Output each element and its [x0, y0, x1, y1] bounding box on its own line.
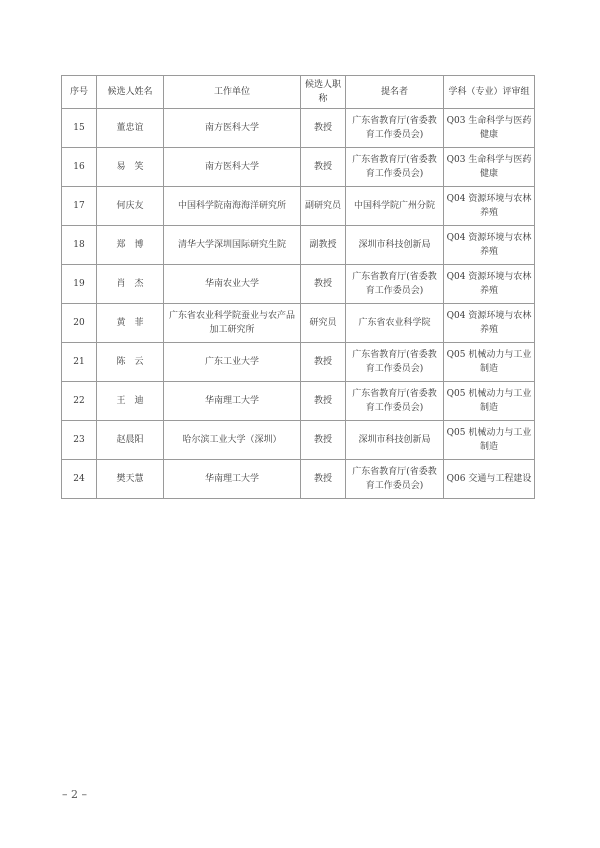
- cell-name: 黄 菲: [97, 304, 164, 343]
- cell-unit: 清华大学深圳国际研究生院: [164, 226, 301, 265]
- header-group: 学科（专业）评审组: [444, 76, 535, 109]
- cell-title: 副教授: [301, 226, 346, 265]
- header-no: 序号: [62, 76, 97, 109]
- cell-title: 教授: [301, 343, 346, 382]
- cell-nominator: 广东省教育厅(省委教育工作委员会): [346, 148, 444, 187]
- table-header: [62, 76, 535, 109]
- cell-nominator: 广东省教育厅(省委教育工作委员会): [346, 265, 444, 304]
- cell-unit: 广东工业大学: [164, 343, 301, 382]
- cell-name: 易 笑: [97, 148, 164, 187]
- cell-no: 15: [62, 109, 97, 148]
- cell-no: 19: [62, 265, 97, 304]
- candidate-table: [61, 75, 535, 499]
- cell-nominator: 广东省教育厅(省委教育工作委员会): [346, 460, 444, 499]
- cell-group: Q04 资源环境与农林养殖: [444, 265, 535, 304]
- header-title: 候选人职称: [301, 76, 346, 109]
- cell-nominator: 中国科学院广州分院: [346, 187, 444, 226]
- cell-nominator: 深圳市科技创新局: [346, 226, 444, 265]
- cell-group: Q03 生命科学与医药健康: [444, 109, 535, 148]
- table-row: [62, 382, 535, 421]
- cell-unit: 广东省农业科学院蚕业与农产品加工研究所: [164, 304, 301, 343]
- cell-unit: 哈尔滨工业大学（深圳）: [164, 421, 301, 460]
- cell-no: 24: [62, 460, 97, 499]
- cell-group: Q04 资源环境与农林养殖: [444, 226, 535, 265]
- cell-name: 赵晨阳: [97, 421, 164, 460]
- cell-nominator: 广东省教育厅(省委教育工作委员会): [346, 382, 444, 421]
- cell-title: 教授: [301, 421, 346, 460]
- table-row: [62, 460, 535, 499]
- cell-group: Q04 资源环境与农林养殖: [444, 304, 535, 343]
- cell-no: 17: [62, 187, 97, 226]
- cell-unit: 华南理工大学: [164, 460, 301, 499]
- cell-title: 研究员: [301, 304, 346, 343]
- header-row: [62, 76, 535, 109]
- cell-name: 陈 云: [97, 343, 164, 382]
- cell-no: 22: [62, 382, 97, 421]
- table-row: [62, 421, 535, 460]
- cell-group: Q03 生命科学与医药健康: [444, 148, 535, 187]
- cell-title: 教授: [301, 265, 346, 304]
- table-row: [62, 304, 535, 343]
- header-unit: 工作单位: [164, 76, 301, 109]
- page-number: – 2 –: [62, 788, 87, 801]
- header-nominator: 提名者: [346, 76, 444, 109]
- cell-no: 18: [62, 226, 97, 265]
- cell-name: 肖 杰: [97, 265, 164, 304]
- table-row: [62, 109, 535, 148]
- cell-no: 21: [62, 343, 97, 382]
- cell-no: 23: [62, 421, 97, 460]
- cell-group: Q06 交通与工程建设: [444, 460, 535, 499]
- cell-title: 教授: [301, 109, 346, 148]
- cell-group: Q05 机械动力与工业制造: [444, 421, 535, 460]
- cell-title: 教授: [301, 382, 346, 421]
- header-name: 候选人姓名: [97, 76, 164, 109]
- table-row: [62, 148, 535, 187]
- cell-name: 郑 博: [97, 226, 164, 265]
- table-row: [62, 226, 535, 265]
- cell-unit: 南方医科大学: [164, 148, 301, 187]
- cell-name: 何庆友: [97, 187, 164, 226]
- table-row: [62, 343, 535, 382]
- cell-name: 董忠谊: [97, 109, 164, 148]
- cell-title: 副研究员: [301, 187, 346, 226]
- table-row: [62, 187, 535, 226]
- cell-group: Q04 资源环境与农林养殖: [444, 187, 535, 226]
- table-row: [62, 265, 535, 304]
- cell-name: 王 迪: [97, 382, 164, 421]
- cell-unit: 南方医科大学: [164, 109, 301, 148]
- cell-unit: 中国科学院南海海洋研究所: [164, 187, 301, 226]
- cell-no: 20: [62, 304, 97, 343]
- cell-nominator: 广东省教育厅(省委教育工作委员会): [346, 109, 444, 148]
- cell-group: Q05 机械动力与工业制造: [444, 382, 535, 421]
- cell-nominator: 深圳市科技创新局: [346, 421, 444, 460]
- cell-nominator: 广东省教育厅(省委教育工作委员会): [346, 343, 444, 382]
- cell-unit: 华南农业大学: [164, 265, 301, 304]
- cell-group: Q05 机械动力与工业制造: [444, 343, 535, 382]
- cell-unit: 华南理工大学: [164, 382, 301, 421]
- cell-no: 16: [62, 148, 97, 187]
- table-body: [62, 109, 535, 499]
- cell-name: 樊天慧: [97, 460, 164, 499]
- cell-title: 教授: [301, 148, 346, 187]
- cell-nominator: 广东省农业科学院: [346, 304, 444, 343]
- cell-title: 教授: [301, 460, 346, 499]
